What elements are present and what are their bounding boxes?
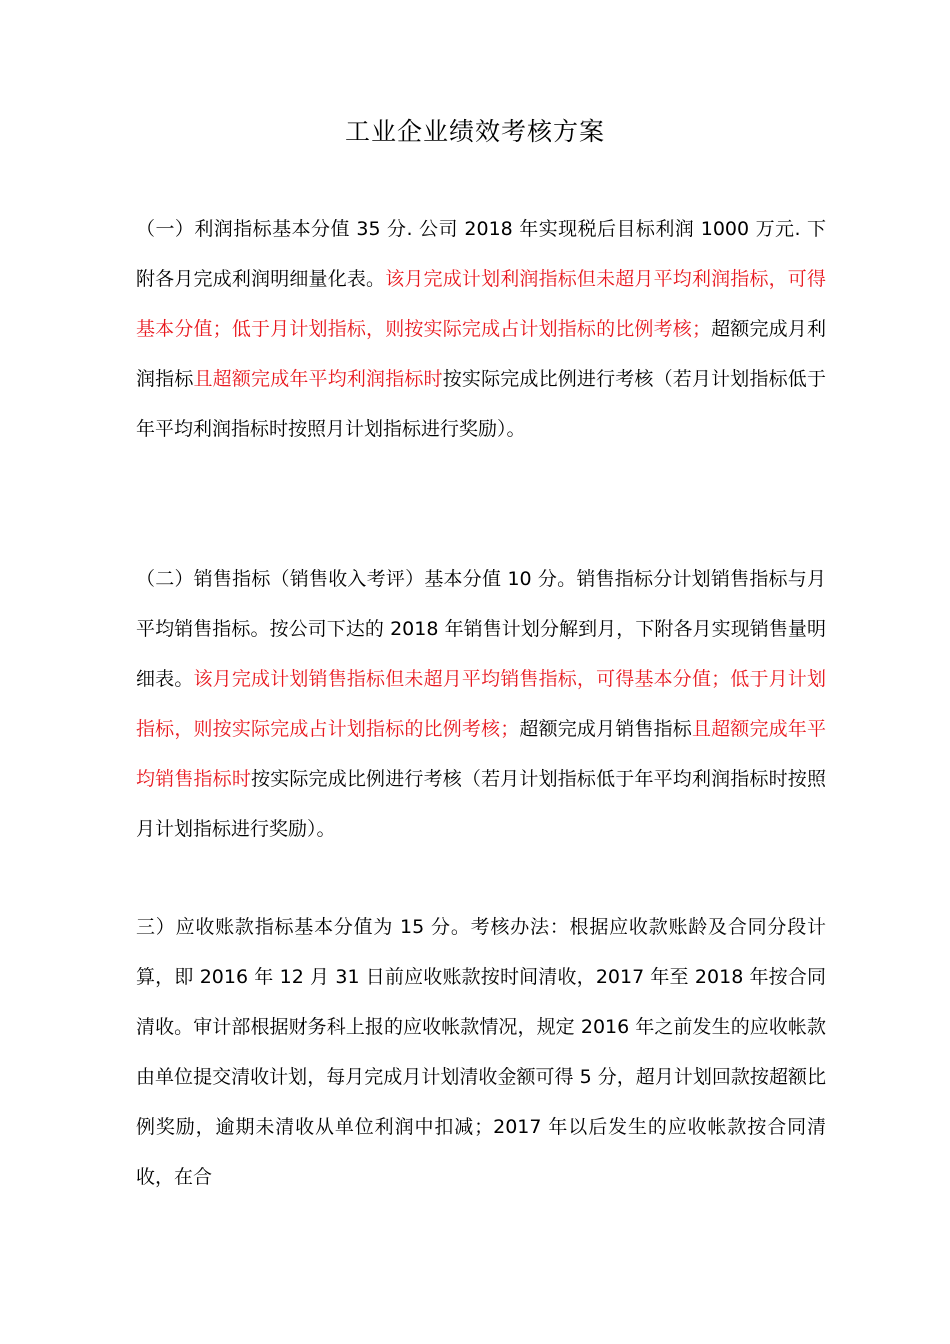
profit-highlight-text: 该月完成计划利润指标但未超月平均利润指标，可得基本分值；低于月计划指标，则按实际完成占计划指标的比例考核； xyxy=(136,268,826,340)
paragraph-profit-indicator xyxy=(136,204,826,454)
document-title: 工业企业绩效考核方案 xyxy=(344,117,605,146)
sales-highlight-text: 该月完成计划销售指标但未超月平均销售指标，可得基本分值；低于月计划指标，则按实际完成占计划指标的比例考核； xyxy=(136,668,826,740)
profit-exceed-highlight: 且超额完成年平均利润指标时 xyxy=(193,368,443,390)
profit-intro-text: （一）利润指标基本分值 35 分. 公司 2018 年实现税后目标利润 1000 万元. 下附各月完成利润明细量化表。 xyxy=(136,218,826,290)
paragraph-sales-indicator xyxy=(136,554,826,854)
profit-exceed-text: 超额完成月利润指标 xyxy=(136,318,826,390)
profit-reward-text: 按实际完成比例进行考核（若月计划指标低于年平均利润指标时按照月计划指标进行奖励）。 xyxy=(136,368,826,440)
paragraph-receivables-indicator xyxy=(136,902,826,1202)
sales-exceed-highlight: 且超额完成年平均销售指标时 xyxy=(136,718,826,790)
sales-reward-text: 按实际完成比例进行考核（若月计划指标低于年平均利润指标时按照月计划指标进行奖励）。 xyxy=(136,768,826,840)
sales-exceed-text: 超额完成月销售指标 xyxy=(519,718,692,740)
receivables-text: 三）应收账款指标基本分值为 15 分。考核办法：根据应收款账龄及合同分段计算，即 2016 年 12 月 31 日前应收账款按时间清收，2017 年至 2018 年按合同清收。审计部根据财务科上报的应收帐款情况，规定 2016 年之前发生的应收帐款由单位提交清收计划，每月完成月计划清收金额可得 5 分，超月计划回款按超额比例奖励，逾期未清收从单位利润中扣减；2017 年以后发生的应收帐款按合同清收，在合 xyxy=(136,916,826,1188)
sales-intro-text: （二）销售指标（销售收入考评）基本分值 10 分。销售指标分计划销售指标与月平均销售指标。按公司下达的 2018 年销售计划分解到月，下附各月实现销售量明细表。 xyxy=(136,568,826,690)
